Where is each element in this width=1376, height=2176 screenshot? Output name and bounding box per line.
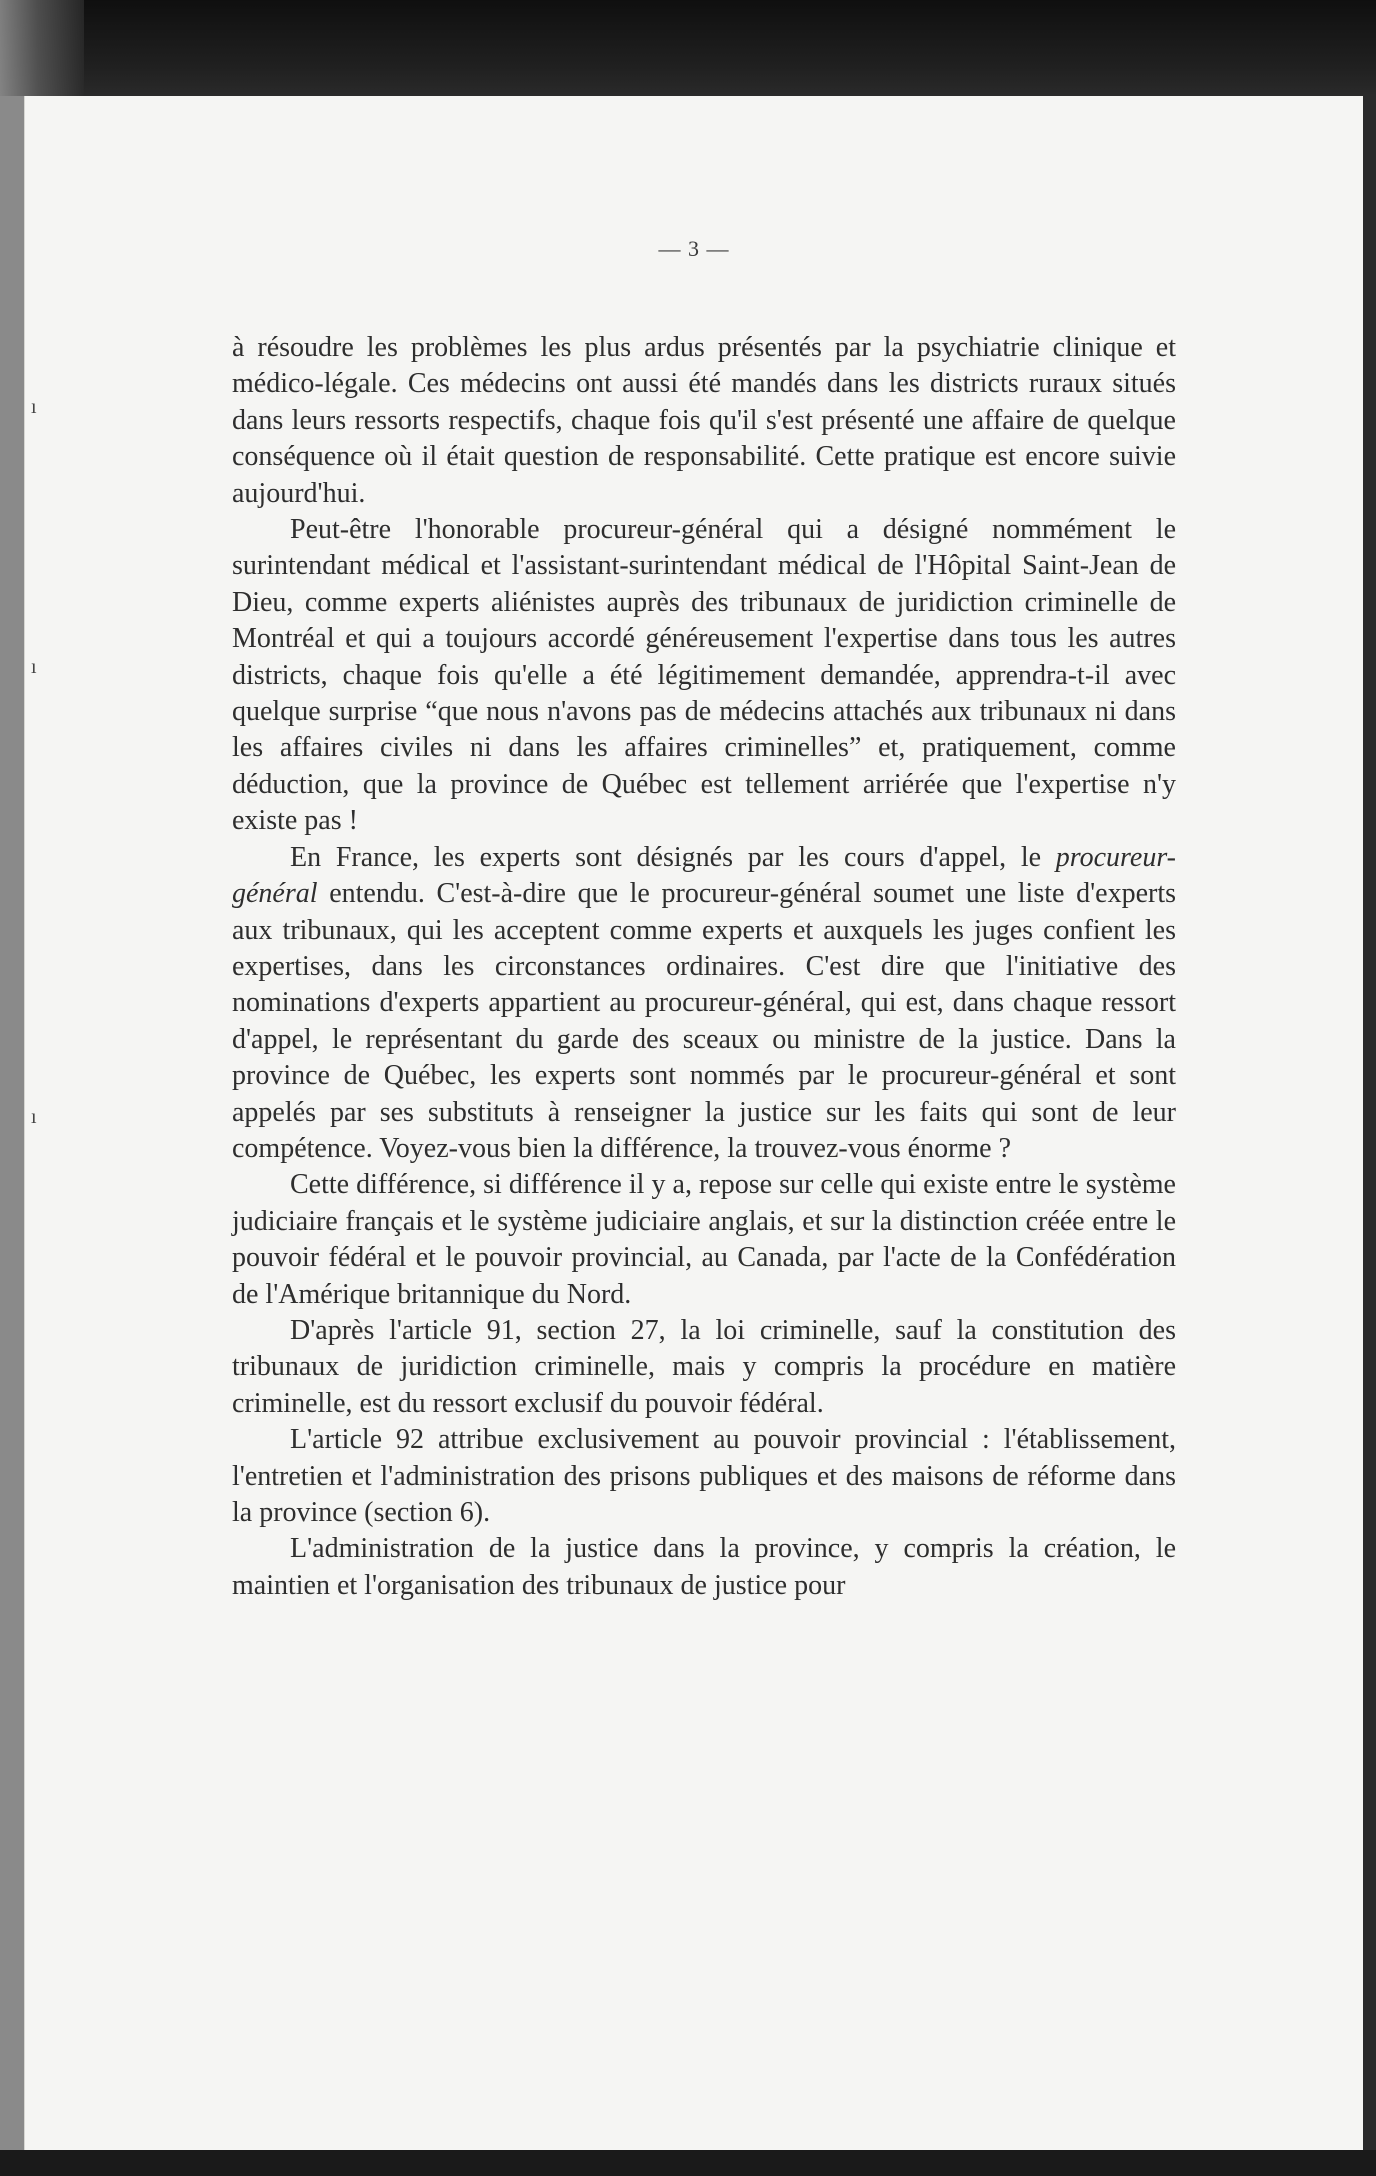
margin-tick: ı	[31, 396, 37, 418]
paragraph-3	[232, 840, 1176, 1168]
paragraph-3-start: En France, les experts sont désignés par les cours d'appel, le	[290, 841, 1056, 873]
paragraph-2: Peut-être l'honorable procureur-général qui a désigné nommément le surintendant médical et l'assistant-surintendant médical de l'Hôpital Saint-Jean de Dieu, comme experts aliénistes auprès des tribunaux de juridiction criminelle de Montréal et qui a toujours accordé généreusement l'expertise dans tous les autres districts, chaque fois qu'elle a été légitimement demandée, apprendra-t-il avec quelque surprise “que nous n'avons pas de médecins attachés aux tribunaux ni dans les affaires civiles ni dans les affaires criminelles” et, pratiquement, comme déduction, que la province de Québec est tellement arriérée que l'expertise n'y existe pas !	[232, 514, 1176, 837]
page-number: — 3 —	[658, 236, 730, 261]
paragraph-3-italic: procureur-général	[232, 841, 1176, 910]
paragraph-7: L'administration de la justice dans la province, y compris la création, le maintien et l'organisation des tribunaux de justice pour	[232, 1533, 1176, 1601]
body-text	[232, 330, 1176, 1604]
scan-bottom-border	[0, 2150, 1376, 2176]
paragraph-1: à résoudre les problèmes les plus ardus présentés par la psychiatrie clinique et médico-légale. Ces médecins ont aussi été mandés dans les districts ruraux situés dans leurs ressorts respectifs, chaque fois qu'il s'est présenté une affaire de quelque conséquence où il était question de responsabilité. Cette pratique est encore suivie aujourd'hui.	[232, 332, 1176, 509]
paragraph-5: D'après l'article 91, section 27, la loi criminelle, sauf la constitution des tribunaux de juridiction criminelle, mais y compris la procédure en matière criminelle, est du ressort exclusif du pouvoir fédéral.	[232, 1314, 1176, 1419]
paragraph-4: Cette différence, si différence il y a, repose sur celle qui existe entre le système judiciaire français et le système judiciaire anglais, et sur la distinction créée entre le pouvoir fédéral et le pouvoir provincial, au Canada, par l'acte de la Confédération de l'Amérique britannique du Nord.	[232, 1169, 1176, 1310]
paragraph-6: L'article 92 attribue exclusivement au pouvoir provincial : l'établissement, l'entretien et l'administration des prisons publiques et des maisons de réforme dans la province (section 6).	[232, 1424, 1176, 1528]
scan-left-border	[0, 96, 24, 2176]
document-page	[24, 96, 1363, 2150]
paragraph-3-end: entendu. C'est-à-dire que le procureur-général soumet une liste d'experts aux tribunaux, qui les acceptent comme experts et auxquels les juges confient les expertises, dans les circonstances ordinaires. C'est dire que l'initiative des nominations d'experts appartient au procureur-général, qui est, dans chaque ressort d'appel, le représentant du garde des sceaux ou ministre de la justice. Dans la province de Québec, les experts sont nommés par le procureur-général et sont appelés par ses substituts à renseigner la justice sur les faits qui sont de leur compétence. Voyez-vous bien la différence, la trouvez-vous énorme ?	[232, 878, 1176, 1164]
film-edge	[0, 0, 84, 96]
margin-tick: ı	[31, 656, 37, 678]
scan-right-border	[1362, 96, 1376, 2156]
scan-top-border	[0, 0, 1376, 96]
margin-tick: ı	[31, 1106, 37, 1128]
